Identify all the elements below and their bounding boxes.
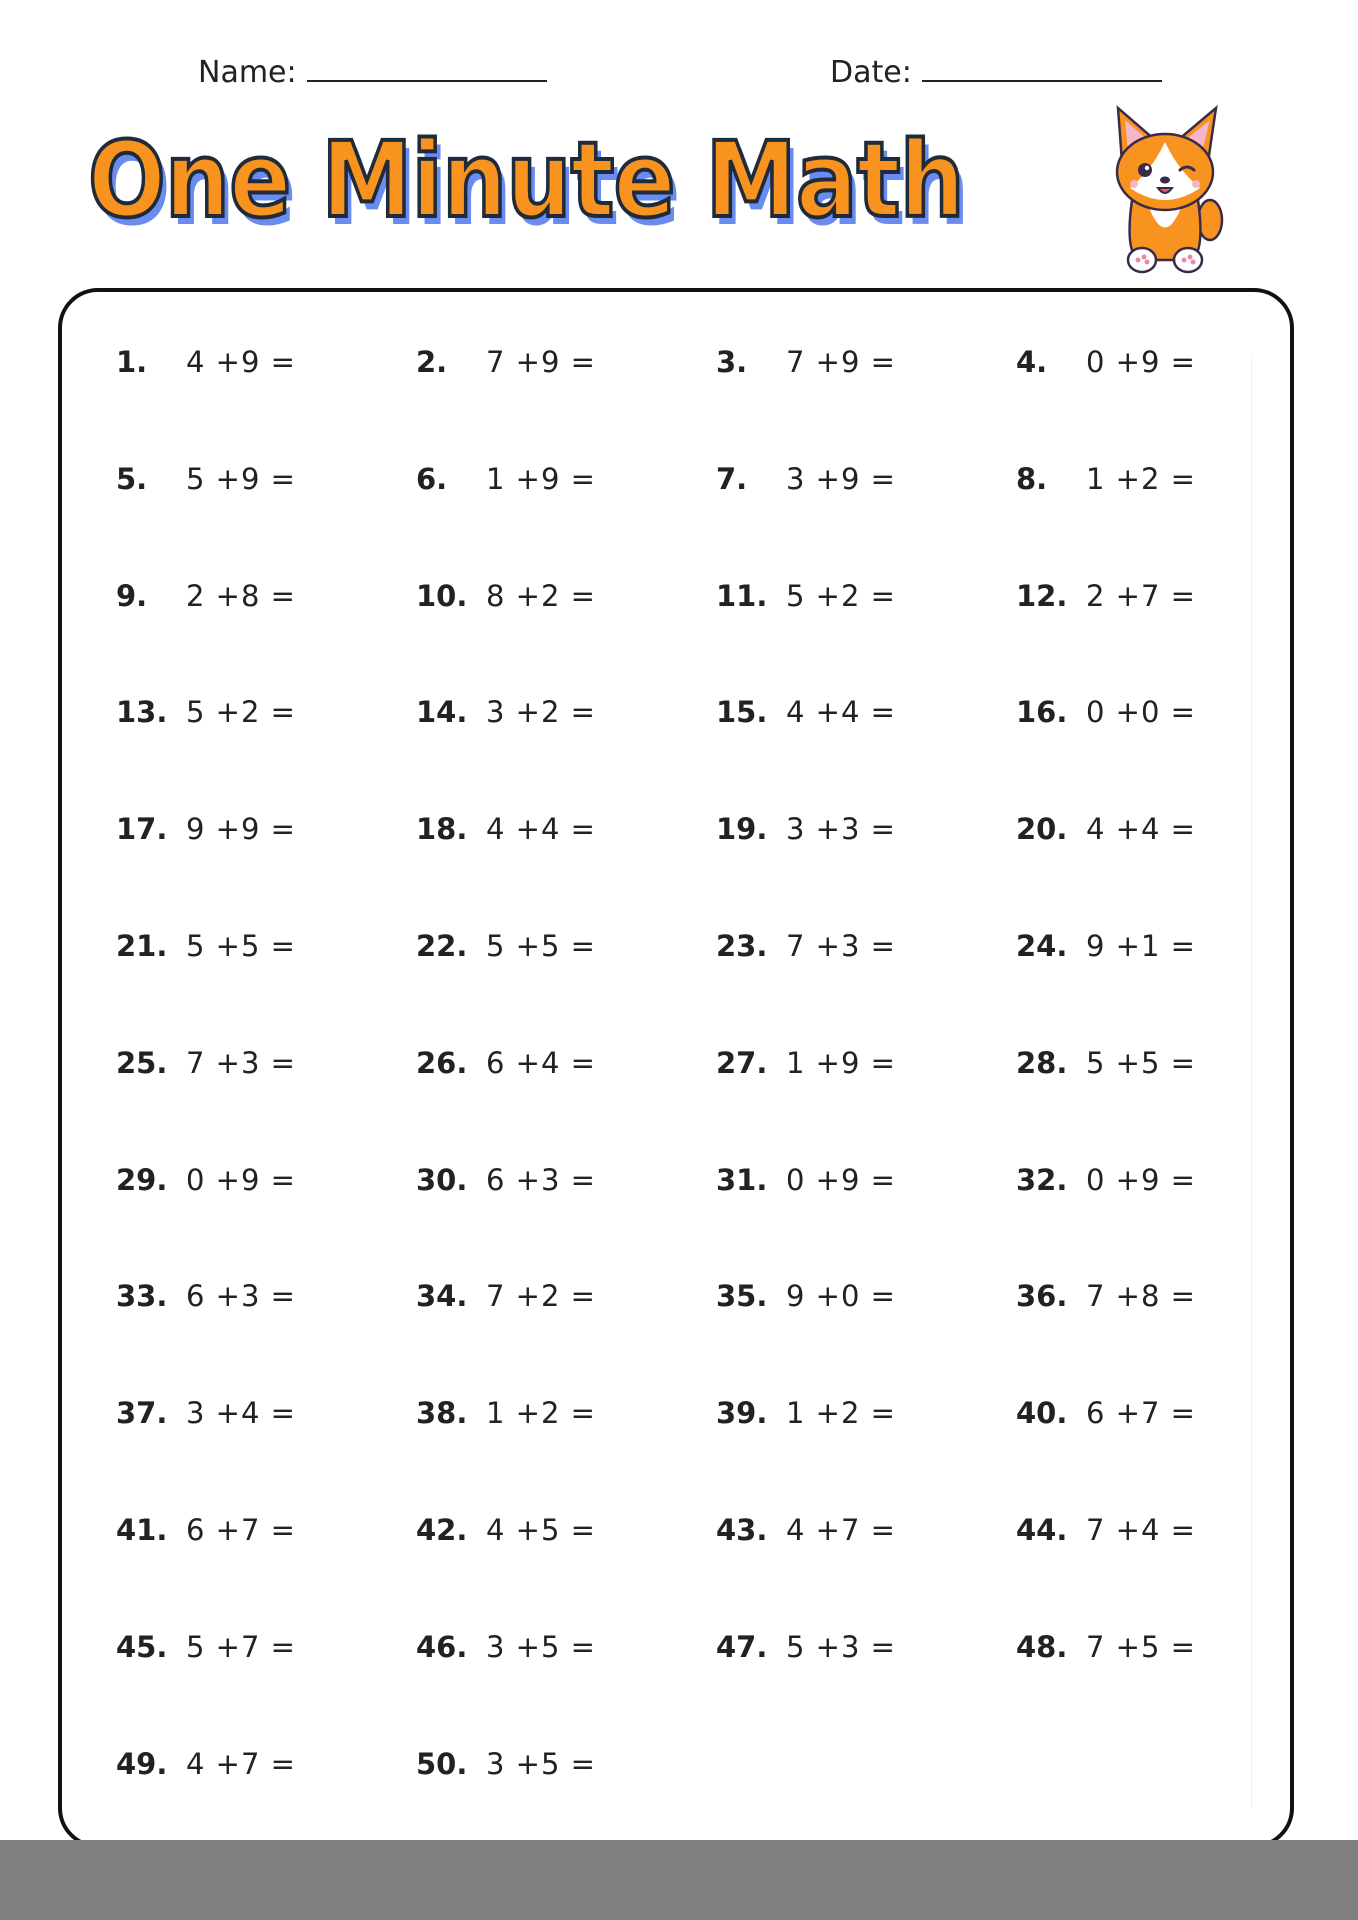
problem-expression: 6 +4 = [486, 1045, 596, 1080]
problem-expression: 7 +2 = [486, 1279, 596, 1314]
problem-number: 10. [416, 578, 468, 613]
problem-number: 32. [1016, 1162, 1068, 1197]
problem-number: 12. [1016, 578, 1068, 613]
problem-expression: 5 +5 = [486, 928, 596, 963]
problem-number: 16. [1016, 695, 1068, 730]
date-label: Date: [830, 55, 912, 90]
problem-number: 44. [1016, 1512, 1068, 1547]
problem-expression: 4 +9 = [186, 345, 296, 379]
problem-item[interactable] [116, 812, 416, 929]
problem-item[interactable] [416, 345, 716, 462]
problem-item[interactable] [716, 695, 1016, 812]
problem-item[interactable] [116, 345, 416, 462]
problem-item[interactable] [416, 812, 716, 929]
problem-item[interactable] [1016, 812, 1316, 929]
problem-number: 14. [416, 695, 468, 730]
problem-number: 33. [116, 1279, 168, 1314]
problem-expression: 7 +3 = [186, 1045, 296, 1080]
problem-expression: 7 +9 = [486, 345, 596, 379]
problem-number: 48. [1016, 1629, 1068, 1664]
name-field[interactable] [198, 48, 547, 90]
problem-number: 15. [716, 695, 768, 730]
problem-item[interactable] [116, 1046, 416, 1163]
problem-expression: 1 +2 = [486, 1396, 596, 1431]
problem-expression: 1 +9 = [786, 1045, 896, 1080]
problem-item[interactable] [116, 462, 416, 579]
problem-item[interactable] [416, 1163, 716, 1280]
problem-item[interactable] [116, 695, 416, 812]
problem-expression: 1 +9 = [486, 461, 596, 496]
problem-expression: 7 +3 = [786, 928, 896, 963]
problem-expression: 4 +4 = [1086, 812, 1196, 847]
problem-number: 27. [716, 1045, 768, 1080]
problem-expression: 3 +5 = [486, 1746, 596, 1781]
problem-item[interactable] [1016, 579, 1316, 696]
problem-expression: 6 +3 = [186, 1279, 296, 1314]
problem-expression: 3 +5 = [486, 1629, 596, 1664]
problem-number: 24. [1016, 928, 1068, 963]
problem-item[interactable] [416, 1396, 716, 1513]
problem-number: 18. [416, 812, 468, 847]
problem-item[interactable] [1016, 1163, 1316, 1280]
problem-number: 2. [416, 345, 448, 379]
problem-item[interactable] [116, 929, 416, 1046]
problem-expression: 9 +0 = [786, 1279, 896, 1314]
problem-number: 3. [716, 345, 748, 379]
problem-number: 19. [716, 812, 768, 847]
problem-number: 30. [416, 1162, 468, 1197]
problem-item[interactable] [716, 1630, 1016, 1747]
problem-expression: 8 +2 = [486, 578, 596, 613]
problem-number: 40. [1016, 1396, 1068, 1431]
problem-expression: 5 +7 = [186, 1629, 296, 1664]
problem-item[interactable] [1016, 1279, 1316, 1396]
problem-number: 47. [716, 1629, 768, 1664]
problem-expression: 3 +2 = [486, 695, 596, 730]
problem-item[interactable] [1016, 1396, 1316, 1513]
problem-number: 37. [116, 1396, 168, 1431]
problem-item[interactable] [716, 1046, 1016, 1163]
problem-expression: 4 +7 = [786, 1512, 896, 1547]
problem-item[interactable] [716, 1279, 1016, 1396]
problem-expression: 0 +9 = [786, 1162, 896, 1197]
problem-number: 42. [416, 1512, 468, 1547]
problem-number: 21. [116, 928, 168, 963]
problem-number: 31. [716, 1162, 768, 1197]
problem-number: 50. [416, 1746, 468, 1781]
problem-number: 45. [116, 1629, 168, 1664]
problem-item[interactable] [416, 1513, 716, 1630]
problem-item[interactable] [716, 929, 1016, 1046]
problem-number: 26. [416, 1045, 468, 1080]
problem-number: 5. [116, 461, 148, 496]
problem-expression: 9 +1 = [1086, 928, 1196, 963]
problem-number: 20. [1016, 812, 1068, 847]
problem-number: 7. [716, 461, 748, 496]
problem-number: 9. [116, 578, 148, 613]
problem-expression: 1 +2 = [786, 1396, 896, 1431]
problems-grid [116, 345, 1266, 1863]
problem-expression: 3 +3 = [786, 812, 896, 847]
problem-number: 29. [116, 1162, 168, 1197]
problem-item[interactable] [416, 579, 716, 696]
problem-item[interactable] [116, 1279, 416, 1396]
problem-expression: 6 +7 = [186, 1512, 296, 1547]
title-wrap [88, 119, 1083, 241]
problem-number: 13. [116, 695, 168, 730]
problem-expression: 6 +7 = [1086, 1396, 1196, 1431]
problem-expression: 7 +9 = [786, 345, 896, 379]
problem-item[interactable] [416, 929, 716, 1046]
problem-expression: 9 +9 = [186, 812, 296, 847]
problem-expression: 6 +3 = [486, 1162, 596, 1197]
problem-item[interactable] [1016, 1046, 1316, 1163]
problem-item[interactable] [116, 579, 416, 696]
problem-expression: 2 +7 = [1086, 578, 1196, 613]
problem-expression: 5 +9 = [186, 461, 296, 496]
problem-expression: 3 +9 = [786, 461, 896, 496]
problem-item[interactable] [416, 1279, 716, 1396]
problem-number: 25. [116, 1045, 168, 1080]
problem-number: 6. [416, 461, 448, 496]
corgi-mascot-icon [1100, 100, 1230, 275]
problem-expression: 7 +4 = [1086, 1512, 1196, 1547]
date-field[interactable] [830, 48, 1162, 90]
problem-expression: 5 +3 = [786, 1629, 896, 1664]
problem-number: 38. [416, 1396, 468, 1431]
problem-expression: 7 +5 = [1086, 1629, 1196, 1664]
problem-item[interactable] [116, 1630, 416, 1747]
problem-expression: 4 +7 = [186, 1746, 296, 1781]
problem-expression: 4 +4 = [486, 812, 596, 847]
problem-item[interactable] [716, 1513, 1016, 1630]
problem-expression: 4 +4 = [786, 695, 896, 730]
problem-number: 36. [1016, 1279, 1068, 1314]
problem-item[interactable] [716, 462, 1016, 579]
problem-expression: 0 +9 = [1086, 345, 1196, 379]
problem-number: 35. [716, 1279, 768, 1314]
problem-item[interactable] [716, 1163, 1016, 1280]
problem-number: 41. [116, 1512, 168, 1547]
problem-number: 28. [1016, 1045, 1068, 1080]
problem-item[interactable] [1016, 462, 1316, 579]
problem-number: 49. [116, 1746, 168, 1781]
problem-item[interactable] [416, 462, 716, 579]
name-label: Name: [198, 55, 297, 90]
problem-expression: 3 +4 = [186, 1396, 296, 1431]
problem-item[interactable] [116, 1396, 416, 1513]
problem-number: 23. [716, 928, 768, 963]
problem-number: 46. [416, 1629, 468, 1664]
problem-expression: 0 +0 = [1086, 695, 1196, 730]
problem-expression: 7 +8 = [1086, 1279, 1196, 1314]
problem-item[interactable] [1016, 345, 1316, 462]
problem-number: 39. [716, 1396, 768, 1431]
problem-expression: 5 +2 = [786, 578, 896, 613]
problem-item[interactable] [1016, 929, 1316, 1046]
date-blank-line[interactable] [922, 48, 1162, 82]
problem-expression: 1 +2 = [1086, 461, 1196, 496]
problem-expression: 0 +9 = [1086, 1162, 1196, 1197]
problem-item[interactable] [416, 1046, 716, 1163]
problem-expression: 5 +5 = [186, 928, 296, 963]
problem-number: 43. [716, 1512, 768, 1547]
problem-expression: 4 +5 = [486, 1512, 596, 1547]
problem-expression: 5 +2 = [186, 695, 296, 730]
problem-number: 8. [1016, 461, 1048, 496]
problem-number: 4. [1016, 345, 1048, 379]
problem-expression: 0 +9 = [186, 1162, 296, 1197]
name-blank-line[interactable] [307, 48, 547, 82]
problem-number: 11. [716, 578, 768, 613]
problem-item[interactable] [716, 579, 1016, 696]
problem-expression: 2 +8 = [186, 578, 296, 613]
problem-item[interactable] [716, 345, 1016, 462]
problem-item[interactable] [116, 1163, 416, 1280]
problem-item[interactable] [716, 812, 1016, 929]
problem-item[interactable] [416, 695, 716, 812]
page-title: One Minute Math [88, 119, 964, 241]
problem-number: 1. [116, 345, 148, 379]
problem-item[interactable] [416, 1630, 716, 1747]
problem-number: 34. [416, 1279, 468, 1314]
problem-number: 17. [116, 812, 168, 847]
problem-number: 22. [416, 928, 468, 963]
problem-expression: 5 +5 = [1086, 1045, 1196, 1080]
problem-item[interactable] [1016, 1513, 1316, 1630]
problem-item[interactable] [1016, 1630, 1316, 1747]
bottom-bar [0, 1840, 1358, 1920]
problem-item[interactable] [716, 1396, 1016, 1513]
problem-item[interactable] [116, 1513, 416, 1630]
problem-item[interactable] [1016, 695, 1316, 812]
